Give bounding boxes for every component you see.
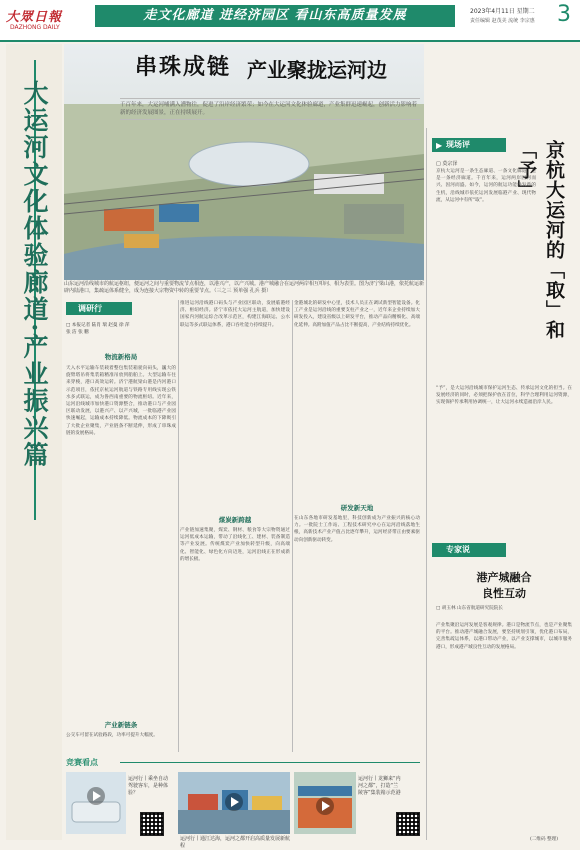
article-column-1b: 公交车可留在试验路段，功率可提升大幅度。: [66, 733, 158, 738]
issue-date: 2023年4月11日 星期二: [470, 8, 535, 15]
page-slogan: 走文化廊道 进经济园区 看山东高质量发展: [95, 5, 455, 27]
qr-code: [140, 812, 164, 836]
footer-note: (二维码 整理): [530, 837, 559, 842]
column-rule: [178, 300, 179, 752]
newspaper-logo-sub: DAZHONG DAILY: [10, 24, 60, 31]
headline-calligraphy: 串珠成链: [135, 54, 232, 80]
editor-credits: 责任编辑 赵茂美 流统 李宗惠: [470, 18, 535, 24]
subhead-wuliu: 物流新格局: [104, 353, 138, 361]
subhead-meitan: 煤炭新跨越: [218, 516, 252, 524]
flag-icon: ▶: [436, 141, 443, 150]
qr-code: [396, 812, 420, 836]
column-rule: [292, 300, 293, 752]
page-number: 3: [557, 2, 571, 27]
column-rule: [426, 128, 427, 840]
reporter-byline: □ 本报记者 陆肖 瑞 赵曼 徐 萍 张 洁 张 鹏: [66, 323, 130, 335]
article-column-2b: 产业链加速集聚，煤炭、钢材、粮食等大宗物资通过运河低成本运输，带动了沿线化工、建材、装备制造等产业发展。传统煤炭产业加快转型升级，向高端化、智能化、绿色化方向迈进，运河沿线正在形成新的增长极。: [180, 528, 290, 562]
section-vertical-title: 大运河文化体验廊道·产业振兴篇: [20, 80, 49, 469]
section-rule: [120, 762, 420, 763]
section-tag-zhuanjia: 专家说: [432, 543, 506, 557]
video-thumbnail[interactable]: [178, 772, 290, 834]
subhead-yanfa: 研发新天地: [340, 504, 374, 512]
article-column-1: 天入水平运输车装载着整包集装箱驶向码头，巍大的旋臂塔吊将集装箱精准吊放到船舶上。大型运输车往来穿梭，港口高效运转。济宁港航梁山港是内河港口示范项目，依托京杭运河航道与铁路专用线实现公铁水多式联运，成为鲁西南重要的物流枢纽。近年来，运河沿线城市加快港口资源整合，推动港口与产业园区联动发展，以港兴产、以产兴城，一批临港产业园快速崛起，运输成本持续降低。物流成本的下降吸引了大批企业聚集，产业链条不断延伸，形成了串珠成链的发展格局。: [66, 366, 176, 436]
commentary-body-2: “予”，是大运河沿线城市保护运河生态、传承运河文化的担当。在发展经济的同时，必须把保护放在首位，科学合理利用运河资源，实现保护传承利用协调统一，让大运河永续造福沿岸人民。: [436, 386, 572, 406]
commentary-headline: 京杭大运河的「取」和「予」: [515, 140, 565, 340]
hero-caption: 山东运河沿线城市的航运枢纽，便运河之间与重要物流节点相连，以港兴产，以产兴城。港产城融合在运河两岸相互叩问、相为表里。图为济宁梁山港，依托航运新辟内陆港口，集疏运体系健全，成为连接大宗物资中转的重要节点。（三之三 预单强 孔兵 摄）: [64, 281, 425, 294]
commentary-body-1: 京杭大运河是一条生态廊道、一条文化廊道，也是一条经济廊道。千百年来，运河两岸因河而兴、因河而盛。如今，运河的航运功能焕发新的生机，沿线城市依托运河发展临港产业、现代物流，从运河中有所“取”。: [436, 169, 536, 203]
article-column-2: 推进运河沿线港口码头与产业园区联动，发展临港经济、枢纽经济。济宁市依托大运河主航道，加快建设国家内河航运综合改革示范区，构建江海联运、公水联运等多式联运体系，港口吞吐能力持续提升。: [180, 301, 290, 328]
video-thumbnail[interactable]: [66, 772, 126, 834]
section-tag-xianchang: 现场评: [432, 138, 506, 152]
article-column-3b: 在山东各地市研发基地里，科技创新成为产业振兴的核心动力。一批院士工作站、工程技术研究中心在运河沿线落地生根，高新技术产业产值占比逐年攀升，运河经济带正由要素驱动向创新驱动转变。: [294, 516, 420, 543]
expert-headline: 港产城融合 良性互动: [476, 571, 532, 600]
lead-summary: 千百年来，大运河哺满入漕物往，促进了沿岸经济繁荣；如今在大运河文化体验廊道，产业集群迅速崛起，创新活力影响着新的经济发展图景，正在持续展开。: [120, 98, 420, 120]
section-tag-diaoyan: 调研行: [66, 302, 132, 315]
subhead-chanye: 产业新链条: [104, 721, 138, 729]
article-column-3: 金港城北的研发中心里，技术人员正在调试新型智能设备。化工产业是运河沿线的重要支柱产业之一，近年来企业持续加大研发投入，建设省级以上研发平台，推动产品向精细化、高端化延伸。高附加值产品占比不断提高，产业结构持续优化。: [294, 301, 420, 328]
video-caption[interactable]: 运河行丨通江达海，运河之都开启高质量发展新航程: [180, 836, 291, 849]
section-tag-jingcai: 竞赛看点: [66, 758, 98, 767]
video-thumbnail[interactable]: [294, 772, 356, 834]
expert-byline: □ 胡玉林 山东省航道研究院院长: [436, 606, 503, 611]
commentary-byline: □ 莫宗泽: [436, 161, 458, 167]
video-caption[interactable]: 运河行丨乘坐自动驾驶客车，是种体验？: [128, 776, 169, 796]
headline-main: 产业聚拢运河边: [247, 58, 387, 82]
video-caption[interactable]: 运河行丨龙狮来“内河之都”，打造“兰陵客”集装箱示范港: [358, 776, 401, 796]
expert-body: 产业集聚沿运河发展是客观规律。港口是物流节点，也是产业聚集的平台。推动港产城融合发展，要坚持规划引领，优化港口布局，完善集疏运体系，以港口带动产业，以产业支撑城市，以城市服务港口，形成港产城良性互动的发展格局。: [436, 623, 572, 650]
newspaper-logo: 大眾日報: [6, 10, 63, 25]
